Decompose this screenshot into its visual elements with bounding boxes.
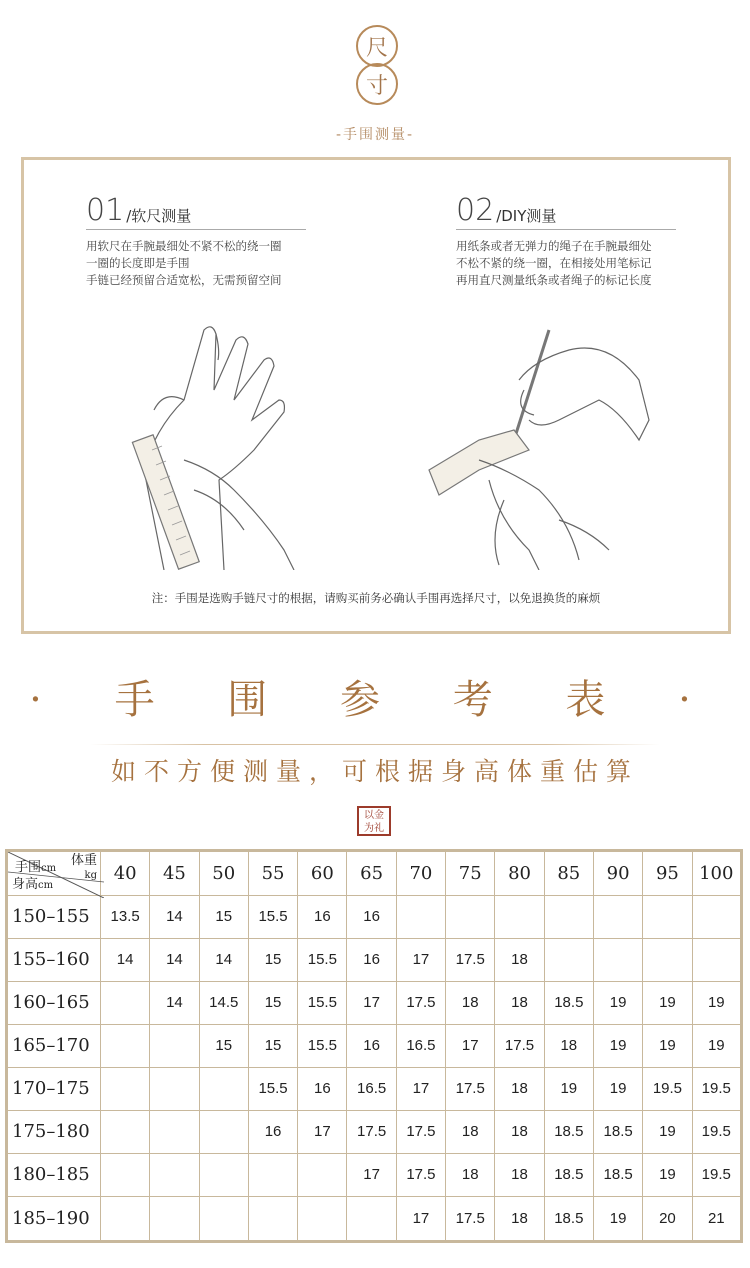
wrist-size-cell: 21 [692,1196,741,1241]
wrist-size-cell: 15.5 [298,981,347,1024]
wrist-size-cell [298,1196,347,1241]
wrist-size-cell [692,938,741,981]
corner-height-label: 身高cm [12,876,54,892]
wrist-size-cell: 16 [298,1067,347,1110]
wrist-size-cell [298,1153,347,1196]
wrist-size-cell: 19 [643,981,692,1024]
wrist-size-cell: 19 [692,1024,741,1067]
wrist-size-cell: 18.5 [593,1153,642,1196]
wrist-size-cell: 19.5 [692,1067,741,1110]
height-range-label: 160–165 [7,981,101,1024]
wrist-size-table [5,849,743,1243]
wrist-size-cell: 17 [298,1110,347,1153]
wrist-size-cell [150,1067,199,1110]
corner-wrist-label: 手围cm [15,860,57,875]
wrist-size-cell [150,1110,199,1153]
weight-header: 90 [593,851,642,896]
weight-header: 85 [544,851,593,896]
weight-header: 75 [446,851,495,896]
wrist-size-cell [544,895,593,938]
wrist-size-cell: 18 [446,1153,495,1196]
wrist-size-cell [199,1110,248,1153]
wrist-size-cell [593,895,642,938]
wrist-size-cell: 17 [396,1196,445,1241]
wrist-size-cell [101,1067,150,1110]
wrist-size-cell [199,1153,248,1196]
height-range-label: 155–160 [7,938,101,981]
wrist-size-cell [150,1153,199,1196]
wrist-size-cell: 17 [396,1067,445,1110]
wrist-size-cell: 15 [248,981,297,1024]
wrist-size-cell: 15.5 [248,895,297,938]
wrist-size-cell: 19 [544,1067,593,1110]
table-row [7,1196,742,1241]
diy-strip-hand-illustration [419,320,659,570]
step-description: 用软尺在手腕最细处不紧不松的绕一圈 一圈的长度即是手围 手链已经预留合适宽松，无需预留空间 [86,239,282,287]
wrist-size-cell: 14 [150,938,199,981]
corner-weight-label: 体重 kg [70,853,97,881]
wrist-size-cell: 14 [101,938,150,981]
wrist-size-cell: 19.5 [692,1110,741,1153]
wrist-size-cell: 17 [446,1024,495,1067]
wrist-size-cell: 19 [692,981,741,1024]
height-range-label: 170–175 [7,1067,101,1110]
wrist-size-cell [495,895,544,938]
wrist-size-cell: 16 [298,895,347,938]
divider [86,229,306,230]
wrist-size-cell: 17.5 [446,1196,495,1241]
weight-header: 70 [396,851,445,896]
table-subtitle: 如不方便测量，可根据身高体重估算 [110,757,639,786]
wrist-size-cell [248,1153,297,1196]
table-title: · 手 围 参 考 表 · [29,677,721,723]
wrist-size-cell: 15 [199,895,248,938]
wrist-size-cell: 18 [495,938,544,981]
wrist-size-cell: 16 [347,1024,396,1067]
wrist-size-cell: 17.5 [347,1110,396,1153]
wrist-size-cell [248,1196,297,1241]
wrist-size-cell: 16.5 [396,1024,445,1067]
wrist-size-cell: 17.5 [495,1024,544,1067]
wrist-size-cell: 18 [446,981,495,1024]
wrist-size-cell: 18 [495,1110,544,1153]
wrist-size-cell: 17.5 [446,1067,495,1110]
wrist-size-cell: 17 [347,1153,396,1196]
weight-header: 65 [347,851,396,896]
step-soft-ruler [86,193,306,289]
wrist-size-cell: 17.5 [396,981,445,1024]
wrist-size-cell: 15 [248,1024,297,1067]
wrist-size-cell [199,1067,248,1110]
wrist-size-cell [347,1196,396,1241]
wrist-size-cell: 16.5 [347,1067,396,1110]
measure-instructions [21,157,731,634]
wrist-size-cell: 18.5 [544,981,593,1024]
weight-header: 40 [101,851,150,896]
table-row [7,938,742,981]
wrist-size-cell: 19 [593,1024,642,1067]
wrist-size-cell: 16 [248,1110,297,1153]
weight-header: 45 [150,851,199,896]
wrist-size-cell [101,1024,150,1067]
table-row [7,1024,742,1067]
wrist-size-cell: 14 [150,895,199,938]
divider [456,229,676,230]
step-number: 02 [456,193,495,228]
wrist-size-cell [101,1110,150,1153]
wrist-size-cell: 16 [347,895,396,938]
wrist-size-cell [150,1196,199,1241]
table-row [7,895,742,938]
height-range-label: 150–155 [7,895,101,938]
wrist-size-cell: 17 [396,938,445,981]
step-number: 01 [86,193,125,228]
step-title: /软尺测量 [126,207,192,225]
wrist-size-cell: 18 [495,981,544,1024]
height-range-label: 165–170 [7,1024,101,1067]
wrist-size-cell: 19.5 [643,1067,692,1110]
wrist-size-cell: 13.5 [101,895,150,938]
wrist-size-cell: 15.5 [298,938,347,981]
seal-bottom: 寸 [356,63,398,105]
wrist-size-cell: 19 [593,1067,642,1110]
weight-header: 55 [248,851,297,896]
wrist-size-cell: 17.5 [446,938,495,981]
wrist-size-cell: 19 [593,1196,642,1241]
wrist-size-cell: 19.5 [692,1153,741,1196]
title-divider [90,744,660,745]
wrist-size-cell: 18 [544,1024,593,1067]
wrist-size-cell: 19 [643,1153,692,1196]
wrist-size-cell: 18.5 [593,1110,642,1153]
wrist-size-cell [544,938,593,981]
wrist-size-cell: 15 [248,938,297,981]
wrist-size-cell: 14 [150,981,199,1024]
wrist-size-cell: 18.5 [544,1196,593,1241]
section-subtitle: -手围测量- [335,127,415,143]
wrist-size-cell [643,938,692,981]
wrist-size-cell: 14.5 [199,981,248,1024]
wrist-size-cell [692,895,741,938]
table-row [7,1110,742,1153]
weight-header: 100 [692,851,741,896]
wrist-size-cell: 17.5 [396,1153,445,1196]
weight-header: 60 [298,851,347,896]
wrist-size-cell [396,895,445,938]
seal-top: 尺 [356,25,398,67]
wrist-size-cell: 15 [199,1024,248,1067]
wrist-size-cell: 18 [495,1196,544,1241]
table-row [7,1067,742,1110]
wrist-size-cell [199,1196,248,1241]
wrist-size-cell: 19 [593,981,642,1024]
wrist-size-cell: 18.5 [544,1153,593,1196]
wrist-size-cell: 17.5 [396,1110,445,1153]
soft-ruler-hand-illustration [124,320,324,570]
wrist-size-cell: 18 [446,1110,495,1153]
weight-header: 80 [495,851,544,896]
wrist-size-cell [101,1196,150,1241]
wrist-size-cell: 19 [643,1024,692,1067]
wrist-size-cell: 18 [495,1067,544,1110]
height-range-label: 185–190 [7,1196,101,1241]
wrist-size-cell: 17 [347,981,396,1024]
table-row [7,1153,742,1196]
wrist-size-cell: 15.5 [298,1024,347,1067]
step-description: 用纸条或者无弹力的绳子在手腕最细处 不松不紧的绕一圈，在相接处用笔标记 再用直尺测量纸条或者绳子的标记长度 [456,239,652,287]
measure-note: 注：手围是选购手链尺寸的根据，请购买前务必确认手围再选择尺寸，以免退换货的麻烦 [151,591,601,605]
wrist-size-cell [593,938,642,981]
height-range-label: 180–185 [7,1153,101,1196]
table-row [7,981,742,1024]
wrist-size-cell: 14 [199,938,248,981]
wrist-size-cell [446,895,495,938]
wrist-size-cell: 16 [347,938,396,981]
step-diy [456,193,676,289]
table-corner-cell [7,851,101,896]
wrist-size-cell: 20 [643,1196,692,1241]
wrist-size-cell [101,981,150,1024]
weight-header: 95 [643,851,692,896]
wrist-size-cell: 19 [643,1110,692,1153]
height-range-label: 175–180 [7,1110,101,1153]
wrist-size-cell [150,1024,199,1067]
wrist-size-cell: 18 [495,1153,544,1196]
seal-stamp-logo: 以金 为礼 [357,806,391,836]
wrist-size-cell [643,895,692,938]
wrist-size-cell: 15.5 [248,1067,297,1110]
wrist-size-cell: 18.5 [544,1110,593,1153]
step-title: /DIY测量 [496,207,557,225]
table-header-row [7,851,742,896]
weight-header: 50 [199,851,248,896]
wrist-size-cell [101,1153,150,1196]
